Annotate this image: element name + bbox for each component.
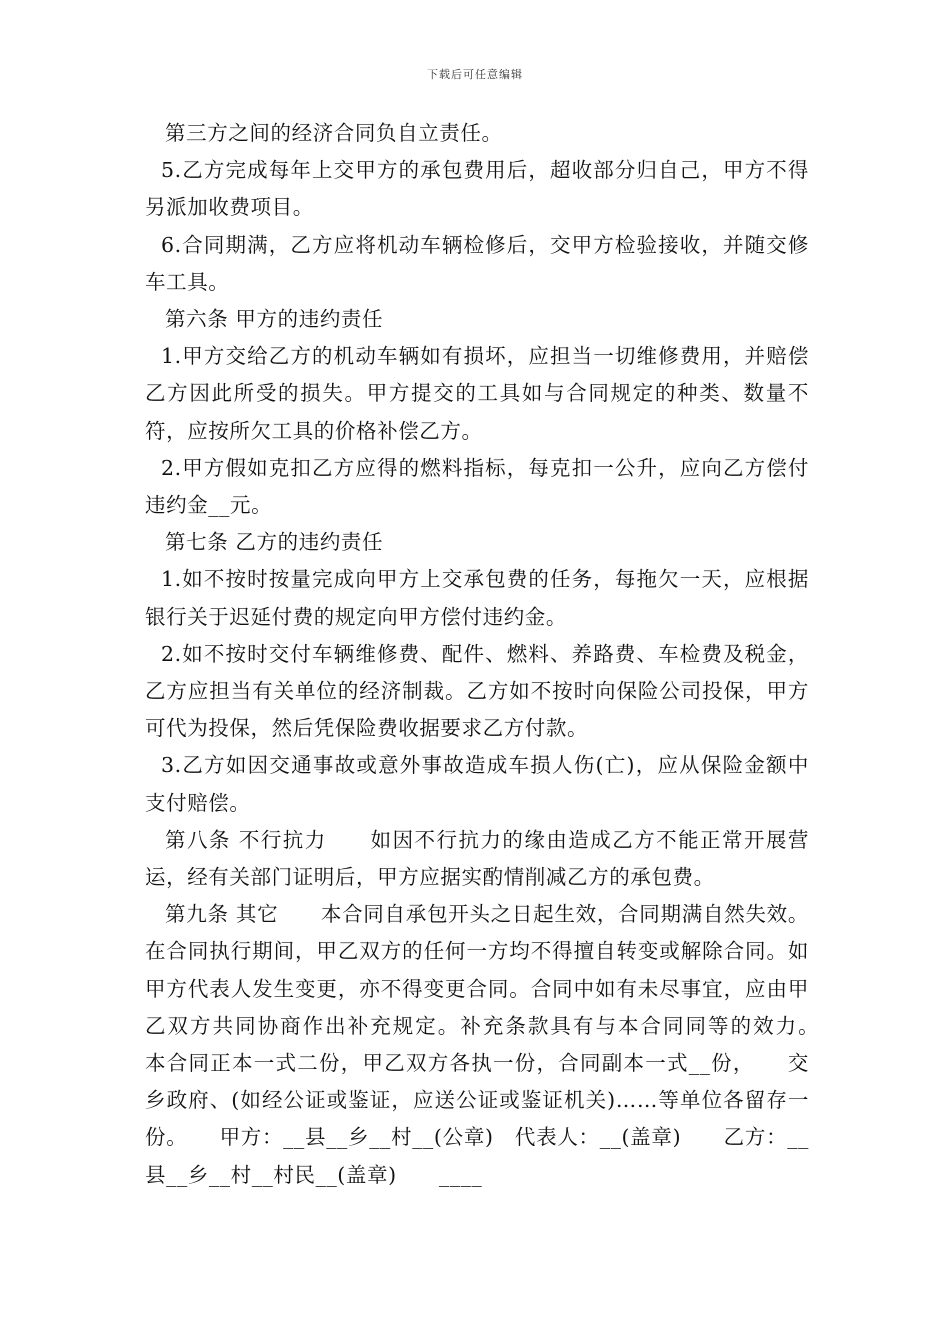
paragraph: 第八条 不行抗力 如因不行抗力的缘由造成乙方不能正常开展营运，经有关部门证明后，甲方应据实酌情削减乙方的承包费。 <box>145 827 809 890</box>
paragraph: 1.如不按时按量完成向甲方上交承包费的任务，每拖欠一天，应根据银行关于迟延付费的规定向甲方偿付违约金。 <box>145 567 809 629</box>
paragraph: 5.乙方完成每年上交甲方的承包费用后，超收部分归自己，甲方不得另派加收费项目。 <box>145 158 809 220</box>
paragraph: 第三方之间的经济合同负自立责任。 <box>165 121 503 145</box>
section-heading: 第六条 甲方的违约责任 <box>165 307 384 332</box>
paragraph: 6.合同期满，乙方应将机动车辆检修后，交甲方检验接收，并随交修车工具。 <box>145 232 809 294</box>
paragraph: 1.甲方交给乙方的机动车辆如有损坏，应担当一切维修费用，并赔偿乙方因此所受的损失。甲方提交的工具如与合同规定的种类、数量不符，应按所欠工具的价格补偿乙方。 <box>145 344 809 443</box>
paragraph: 2.如不按时交付车辆维修费、配件、燃料、养路费、车检费及税金，乙方应担当有关单位的经济制裁。乙方如不按时向保险公司投保，甲方可代为投保，然后凭保险费收据要求乙方付款。 <box>145 641 809 741</box>
section-heading: 第七条 乙方的违约责任 <box>165 530 384 555</box>
paragraph: 3.乙方如因交通事故或意外事故造成车损人伤(亡)，应从保险金额中支付赔偿。 <box>145 753 809 815</box>
paragraph: 第九条 其它 本合同自承包开头之日起生效，合同期满自然失效。在合同执行期间，甲乙双方的任何一方均不得擅自转变或解除合同。如甲方代表人发生变更，亦不得变更合同。合同中如有未尽事宜，应由甲乙双方共同协商作出补充规定。补充条款具有与本合同同等的效力。 本合同正本一式二份，甲乙双方各执一份，合同副本一式__份， 交乡政府、(如经公证或鉴证，应送公证或鉴证机关)……等单位各留存一份。 甲方：__县__乡__村__(公章) 代表人：__(盖章) 乙方：__县__乡__村__村民__(盖章) ____ <box>145 902 852 1187</box>
document-body <box>145 115 852 1194</box>
paragraph: 2.甲方假如克扣乙方应得的燃料指标，每克扣一公升，应向乙方偿付违约金__元。 <box>145 455 809 518</box>
page-header: 下载后可任意编辑 <box>427 68 523 81</box>
